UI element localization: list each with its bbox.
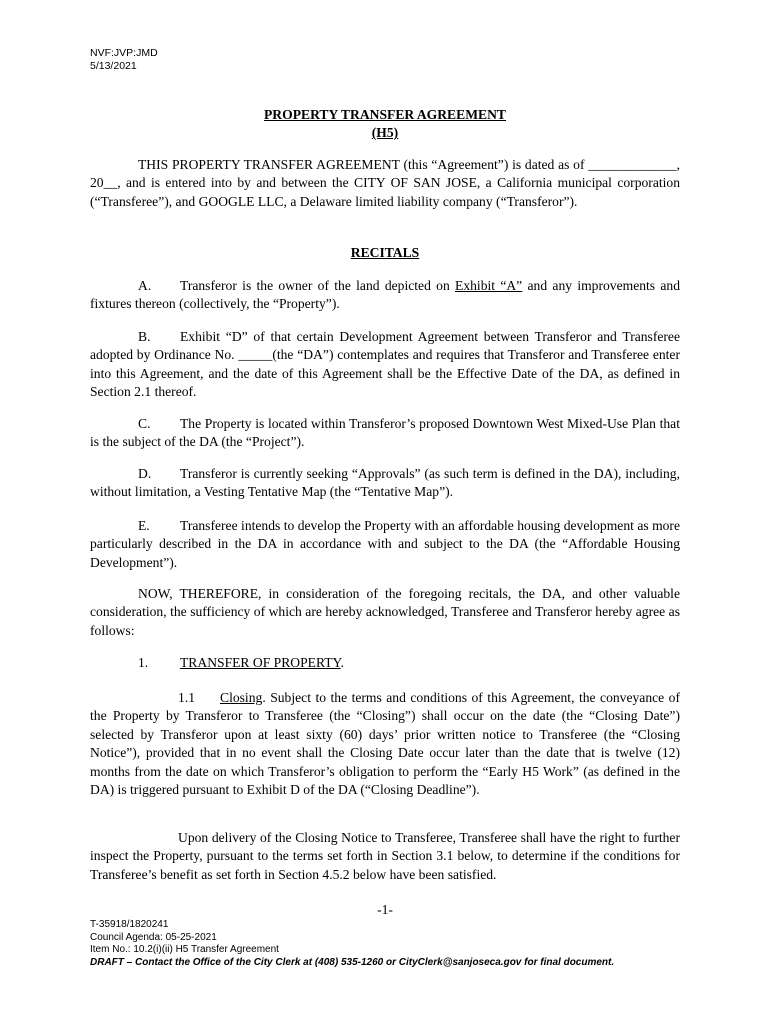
recital-e-text: Transferee intends to develop the Property with an affordable housing development as more particularly described in the DA in accordance with and subject to the DA (the “Affordable Housing Development”). (90, 518, 680, 570)
recitals-heading (90, 244, 680, 262)
recital-a-label: A. (138, 278, 152, 293)
intro-paragraph: THIS PROPERTY TRANSFER AGREEMENT (this “Agreement”) is dated as of _____________, 20__, and is entered into by and between the CITY OF SAN JOSE, a California municipal corporation (“Transferee”), and GOOGLE LLC, a Delaware limited liability company (“Transferor”). (90, 157, 680, 209)
page-number: -1- (377, 902, 393, 917)
section-1-1-text: . Subject to the terms and conditions of this Agreement, the conveyance of the Property by Transferor to Transferee (the “Closing”) shall occur on the date (the “Closing Date”) selected by Transferor upon at least sixty (60) days’ prior written notice to Transferee (the “Closing Notice”), provided that in no event shall the Closing Date occur later than the date that is twelve (12) months from the date on which Transferor’s obligation to perform the “Early H5 Work” (as defined in the DA) is triggered pursuant to Exhibit D of the DA (“Closing Deadline”). (90, 690, 680, 798)
section-1-title: TRANSFER OF PROPERTY (180, 655, 341, 670)
header-ref: NVF:JVP:JMD (90, 47, 158, 59)
section-1-1-heading: Closing (220, 690, 263, 705)
recital-b-text: Exhibit “D” of that certain Development Agreement between Transferor and Transferee adopted by Ordinance No. _____(the “DA”) contemplates and requires that Transferor and Transferee enter into this Agreement, and the date of this Agreement shall be the Effective Date of the DA, as defined in Section 2.1 thereof. (90, 329, 680, 400)
recital-b (90, 328, 680, 402)
footer-draft-text: DRAFT – Contact the Office of the City Clerk at (408) 535-1260 or CityClerk@sanjoseca.gov for final document. (90, 956, 615, 968)
recital-e (90, 517, 680, 572)
footer-item: Item No.: 10.2(i)(ii) H5 Transfer Agreement (90, 944, 279, 955)
footer-doc-id: T-35918/1820241 (90, 919, 169, 930)
recital-c-text: The Property is located within Transferor’s proposed Downtown West Mixed-Use Plan that is the subject of the DA (the “Project”). (90, 416, 680, 450)
recital-d-label: D. (138, 466, 152, 481)
section-1-1-number: 1.1 (178, 690, 195, 705)
recital-c (90, 415, 680, 452)
document-title (90, 106, 680, 143)
section-1-heading (90, 654, 680, 672)
recital-d (90, 465, 680, 502)
recital-b-label: B. (138, 329, 151, 344)
header-date: 5/13/2021 (90, 60, 137, 72)
now-therefore-paragraph: NOW, THEREFORE, in consideration of the foregoing recitals, the DA, and other valuable consideration, the sufficiency of which are hereby acknowledged, Transferee and Transferor hereby agree as follows: (90, 586, 680, 638)
recitals-heading-text: RECITALS (350, 245, 420, 260)
footer-agenda: Council Agenda: 05-25-2021 (90, 931, 217, 943)
recital-a (90, 277, 680, 314)
footer (90, 919, 690, 969)
recital-a-post: and any improvements and fixtures thereon (collectively, the “Property”). (90, 278, 681, 312)
header-block (90, 47, 158, 73)
exhibit-a-reference: Exhibit “A” (455, 278, 523, 293)
section-1-title-end: . (340, 655, 345, 670)
recital-e-label: E. (138, 518, 150, 533)
section-1-number: 1. (138, 655, 149, 670)
title-line-1: PROPERTY TRANSFER AGREEMENT (264, 107, 506, 122)
recital-c-label: C. (138, 416, 151, 431)
recital-a-pre: Transferor is the owner of the land depicted on (180, 278, 456, 293)
section-1-1 (90, 689, 680, 799)
footer-draft-notice (90, 957, 690, 970)
closing-notice-paragraph: Upon delivery of the Closing Notice to Transferee, Transferee shall have the right to further inspect the Property, pursuant to the terms set forth in Section 3.1 below, to determine if the conditions for Transferee’s benefit as set forth in Section 4.5.2 below have been satisfied. (90, 830, 680, 882)
recital-d-text: Transferor is currently seeking “Approvals” (as such term is defined in the DA), including, without limitation, a Vesting Tentative Map (the “Tentative Map”). (90, 466, 680, 500)
title-line-2: (H5) (371, 125, 399, 141)
